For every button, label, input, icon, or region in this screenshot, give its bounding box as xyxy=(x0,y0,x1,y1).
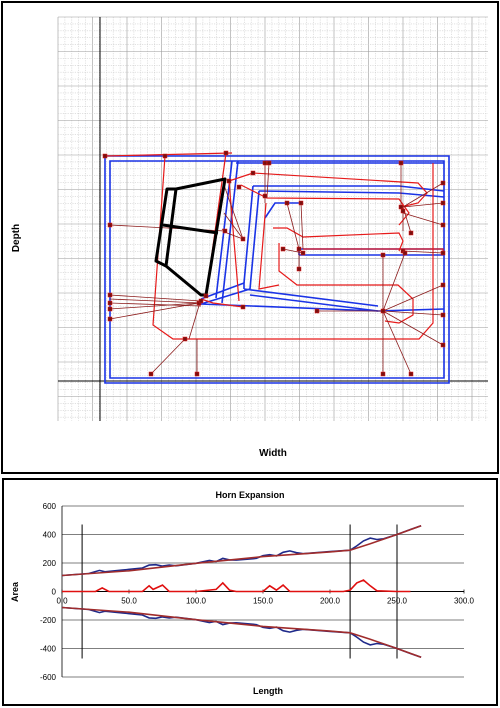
connector-14 xyxy=(267,163,269,198)
drawing-x-label: Width xyxy=(259,448,287,459)
node-marker xyxy=(399,161,403,165)
y-tick-label: 400 xyxy=(42,530,56,540)
layout-drawing-panel xyxy=(1,1,499,474)
node-marker xyxy=(108,317,112,321)
x-tick-label: 300.0 xyxy=(453,596,475,606)
series-0-mirror-line xyxy=(62,608,421,658)
node-marker xyxy=(441,251,445,255)
node-marker xyxy=(263,161,267,165)
connector-25 xyxy=(383,311,443,345)
node-marker xyxy=(281,247,285,251)
node-marker xyxy=(227,179,231,183)
node-markers xyxy=(103,151,445,376)
node-marker xyxy=(441,343,445,347)
chart-title: Horn Expansion xyxy=(215,490,285,500)
y-tick-label: -400 xyxy=(39,644,56,654)
x-tick-label: 50.0 xyxy=(121,596,137,606)
node-marker xyxy=(263,194,267,198)
chart-y-label: Area xyxy=(10,581,20,603)
node-marker xyxy=(381,372,385,376)
series-2-line xyxy=(62,580,410,591)
node-marker xyxy=(301,251,305,255)
connector-lines xyxy=(110,163,443,374)
node-marker xyxy=(163,154,167,158)
drawing-y-label: Depth xyxy=(11,223,22,253)
node-marker xyxy=(241,237,245,241)
node-marker xyxy=(241,305,245,309)
connector-31 xyxy=(383,253,405,311)
series-1-mirror-line xyxy=(62,608,421,658)
node-marker xyxy=(409,372,413,376)
chart-y-ticks xyxy=(40,502,57,682)
y-tick-label: 600 xyxy=(42,502,56,511)
y-tick-label: -200 xyxy=(39,616,56,625)
connector-15 xyxy=(287,203,299,249)
connector-6 xyxy=(151,339,185,374)
x-tick-label: 150.0 xyxy=(252,596,274,606)
series-0-line xyxy=(62,526,421,576)
node-marker xyxy=(237,185,241,189)
node-marker xyxy=(441,283,445,287)
node-marker xyxy=(381,309,385,313)
node-marker xyxy=(381,253,385,257)
blue-path-7 xyxy=(253,186,444,191)
y-tick-label: 200 xyxy=(42,559,56,568)
connector-21 xyxy=(403,213,443,225)
node-marker xyxy=(441,313,445,317)
node-marker xyxy=(103,154,107,158)
node-marker xyxy=(297,247,301,251)
series-1-line xyxy=(62,526,421,576)
x-tick-label: 250.0 xyxy=(386,596,408,606)
node-marker xyxy=(199,299,203,303)
x-tick-label: 100.0 xyxy=(185,596,207,606)
node-marker xyxy=(441,181,445,185)
node-marker xyxy=(285,201,289,205)
node-marker xyxy=(108,293,112,297)
node-marker xyxy=(108,307,112,311)
node-marker xyxy=(299,201,303,205)
chart-x-label: Length xyxy=(253,686,283,696)
connector-3 xyxy=(110,299,201,303)
node-marker xyxy=(267,161,271,165)
layout-drawing xyxy=(3,3,497,472)
node-marker xyxy=(223,229,227,233)
connector-16 xyxy=(301,203,303,249)
node-marker xyxy=(403,251,407,255)
y-tick-label: 0 xyxy=(51,587,56,597)
node-marker xyxy=(297,267,301,271)
node-marker xyxy=(149,372,153,376)
node-marker xyxy=(204,294,208,298)
red-path-6 xyxy=(259,203,279,289)
node-marker xyxy=(224,151,228,155)
node-marker xyxy=(183,337,187,341)
node-marker xyxy=(409,231,413,235)
node-marker xyxy=(401,209,405,213)
node-marker xyxy=(315,309,319,313)
node-marker xyxy=(108,301,112,305)
x-tick-label: 0.0 xyxy=(56,596,68,606)
y-tick-label: -600 xyxy=(39,673,56,682)
node-marker xyxy=(108,223,112,227)
horn-expansion-panel xyxy=(2,478,498,706)
node-marker xyxy=(399,205,403,209)
x-tick-label: 200.0 xyxy=(319,596,341,606)
node-marker xyxy=(441,223,445,227)
node-marker xyxy=(251,171,255,175)
node-marker xyxy=(195,372,199,376)
node-marker xyxy=(441,201,445,205)
horn-expansion-chart xyxy=(4,480,496,704)
